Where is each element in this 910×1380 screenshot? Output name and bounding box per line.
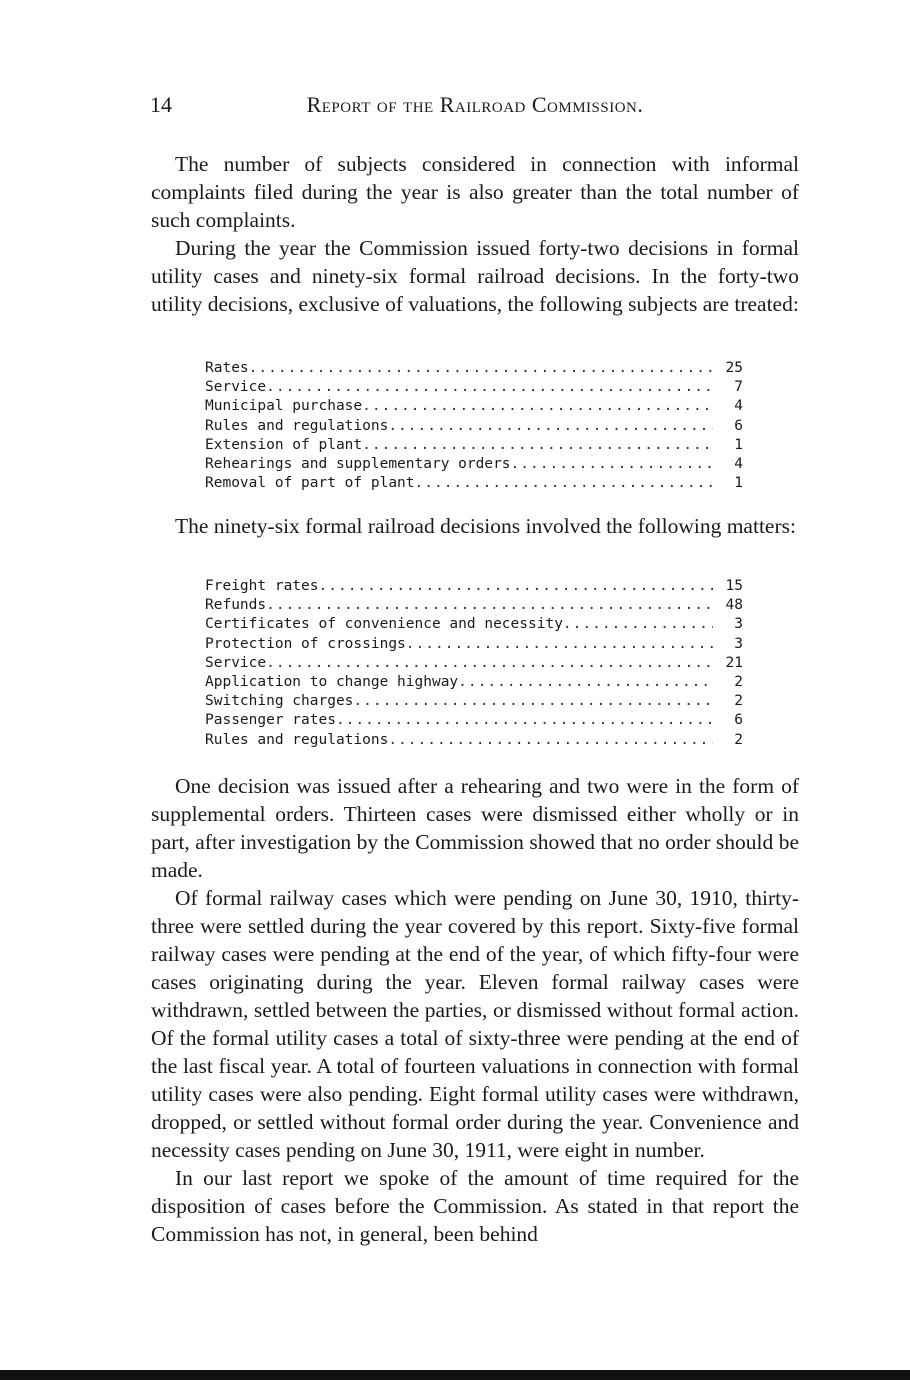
table-row <box>205 692 743 711</box>
leader-dots <box>388 731 713 750</box>
row-label: Protection of crossings <box>205 635 406 652</box>
scan-edge-bar <box>0 1370 910 1380</box>
row-label: Switching charges <box>205 693 354 710</box>
row-count: 4 <box>734 455 743 472</box>
row-label: Application to change highway <box>205 673 459 690</box>
table-row <box>205 673 743 692</box>
table-row <box>205 474 743 493</box>
leader-dots <box>319 577 714 596</box>
leader-dots <box>415 474 713 493</box>
table-row <box>205 359 743 378</box>
table-row <box>205 455 743 474</box>
row-count: 4 <box>734 398 743 415</box>
table-row <box>205 397 743 416</box>
paragraph: The ninety-six formal railroad decisions involved the following matters: <box>175 514 796 538</box>
row-label: Rehearings and supplementary orders <box>205 455 511 472</box>
leader-dots <box>249 359 713 378</box>
leader-dots <box>458 673 713 692</box>
table-row <box>205 711 743 730</box>
paragraph: One decision was issued after a rehearing and two were in the form of supplemental orders. Thirteen cases were dismissed either wholly or in part, after investigation by the Commission showed that no order should be made. <box>151 774 799 882</box>
row-count: 21 <box>725 654 743 671</box>
paragraph: During the year the Commission issued forty-two decisions in formal utility cases and ninety-six formal railroad decisions. In the forty-two utility decisions, exclusive of valuations, the following subjects are treated: <box>151 236 799 316</box>
table-row <box>205 417 743 436</box>
row-label: Rates <box>205 360 249 376</box>
row-count: 6 <box>734 712 743 729</box>
row-count: 1 <box>734 436 743 453</box>
table-row <box>205 436 743 455</box>
leader-dots <box>353 692 713 711</box>
leader-dots <box>266 596 713 615</box>
row-count: 48 <box>725 597 743 614</box>
paragraph: In our last report we spoke of the amount of time required for the disposition of cases before the Commission. As stated in that report the Commission has not, in general, been behind <box>151 1166 799 1246</box>
table-row <box>205 635 743 654</box>
leader-dots <box>362 397 713 416</box>
table-row <box>205 378 743 397</box>
intro-paragraphs <box>151 150 799 318</box>
leader-dots <box>406 635 713 654</box>
running-title: Report of the Railroad Commission. <box>306 92 644 117</box>
page-number: 14 <box>150 92 172 117</box>
row-count: 6 <box>734 417 743 434</box>
leader-dots <box>266 654 713 673</box>
table-row <box>205 596 743 615</box>
closing-paragraphs <box>151 772 799 1248</box>
row-label: Service <box>205 379 267 396</box>
table-row <box>205 577 743 596</box>
row-label: Freight rates <box>205 578 319 594</box>
row-count: 15 <box>725 578 743 594</box>
leader-dots <box>388 417 713 436</box>
page-header <box>150 92 800 122</box>
row-label: Service <box>205 654 267 671</box>
utility-decisions-table <box>205 359 743 493</box>
row-count: 3 <box>734 635 743 652</box>
row-count: 7 <box>734 379 743 396</box>
row-count: 2 <box>734 693 743 710</box>
railroad-decisions-table <box>205 577 743 750</box>
row-label: Removal of part of plant <box>205 475 415 492</box>
row-label: Rules and regulations <box>205 731 389 748</box>
paragraph: The number of subjects considered in connection with informal complaints filed during the year is also greater than the total number of such complaints. <box>151 152 799 232</box>
table-row <box>205 615 743 634</box>
leader-dots <box>362 436 713 455</box>
railroad-intro <box>151 512 799 540</box>
row-count: 2 <box>734 731 743 748</box>
row-label: Extension of plant <box>205 436 363 453</box>
row-count: 3 <box>734 616 743 633</box>
row-label: Refunds <box>205 597 267 614</box>
leader-dots <box>266 378 713 397</box>
leader-dots <box>511 455 713 474</box>
leader-dots <box>563 615 713 634</box>
row-label: Municipal purchase <box>205 398 363 415</box>
row-count: 2 <box>734 673 743 690</box>
row-label: Rules and regulations <box>205 417 389 434</box>
row-count: 25 <box>725 360 743 376</box>
table-row <box>205 654 743 673</box>
table-row <box>205 731 743 750</box>
row-label: Certificates of convenience and necessity <box>205 616 563 633</box>
row-count: 1 <box>734 475 743 492</box>
leader-dots <box>336 711 713 730</box>
row-label: Passenger rates <box>205 712 336 729</box>
paragraph: Of formal railway cases which were pending on June 30, 1910, thirty-three were settled during the year covered by this report. Sixty-five formal railway cases were pending at the end of the year, of which fifty-four were cases originating during the year. Eleven formal railway cases were withdrawn, settled between the parties, or dismissed without formal action. Of the formal utility cases a total of sixty-three were pending at the end of the last fiscal year. A total of fourteen valuations in connection with formal utility cases were also pending. Eight formal utility cases were withdrawn, dropped, or settled without formal order during the year. Convenience and necessity cases pending on June 30, 1911, were eight in number. <box>151 886 799 1162</box>
